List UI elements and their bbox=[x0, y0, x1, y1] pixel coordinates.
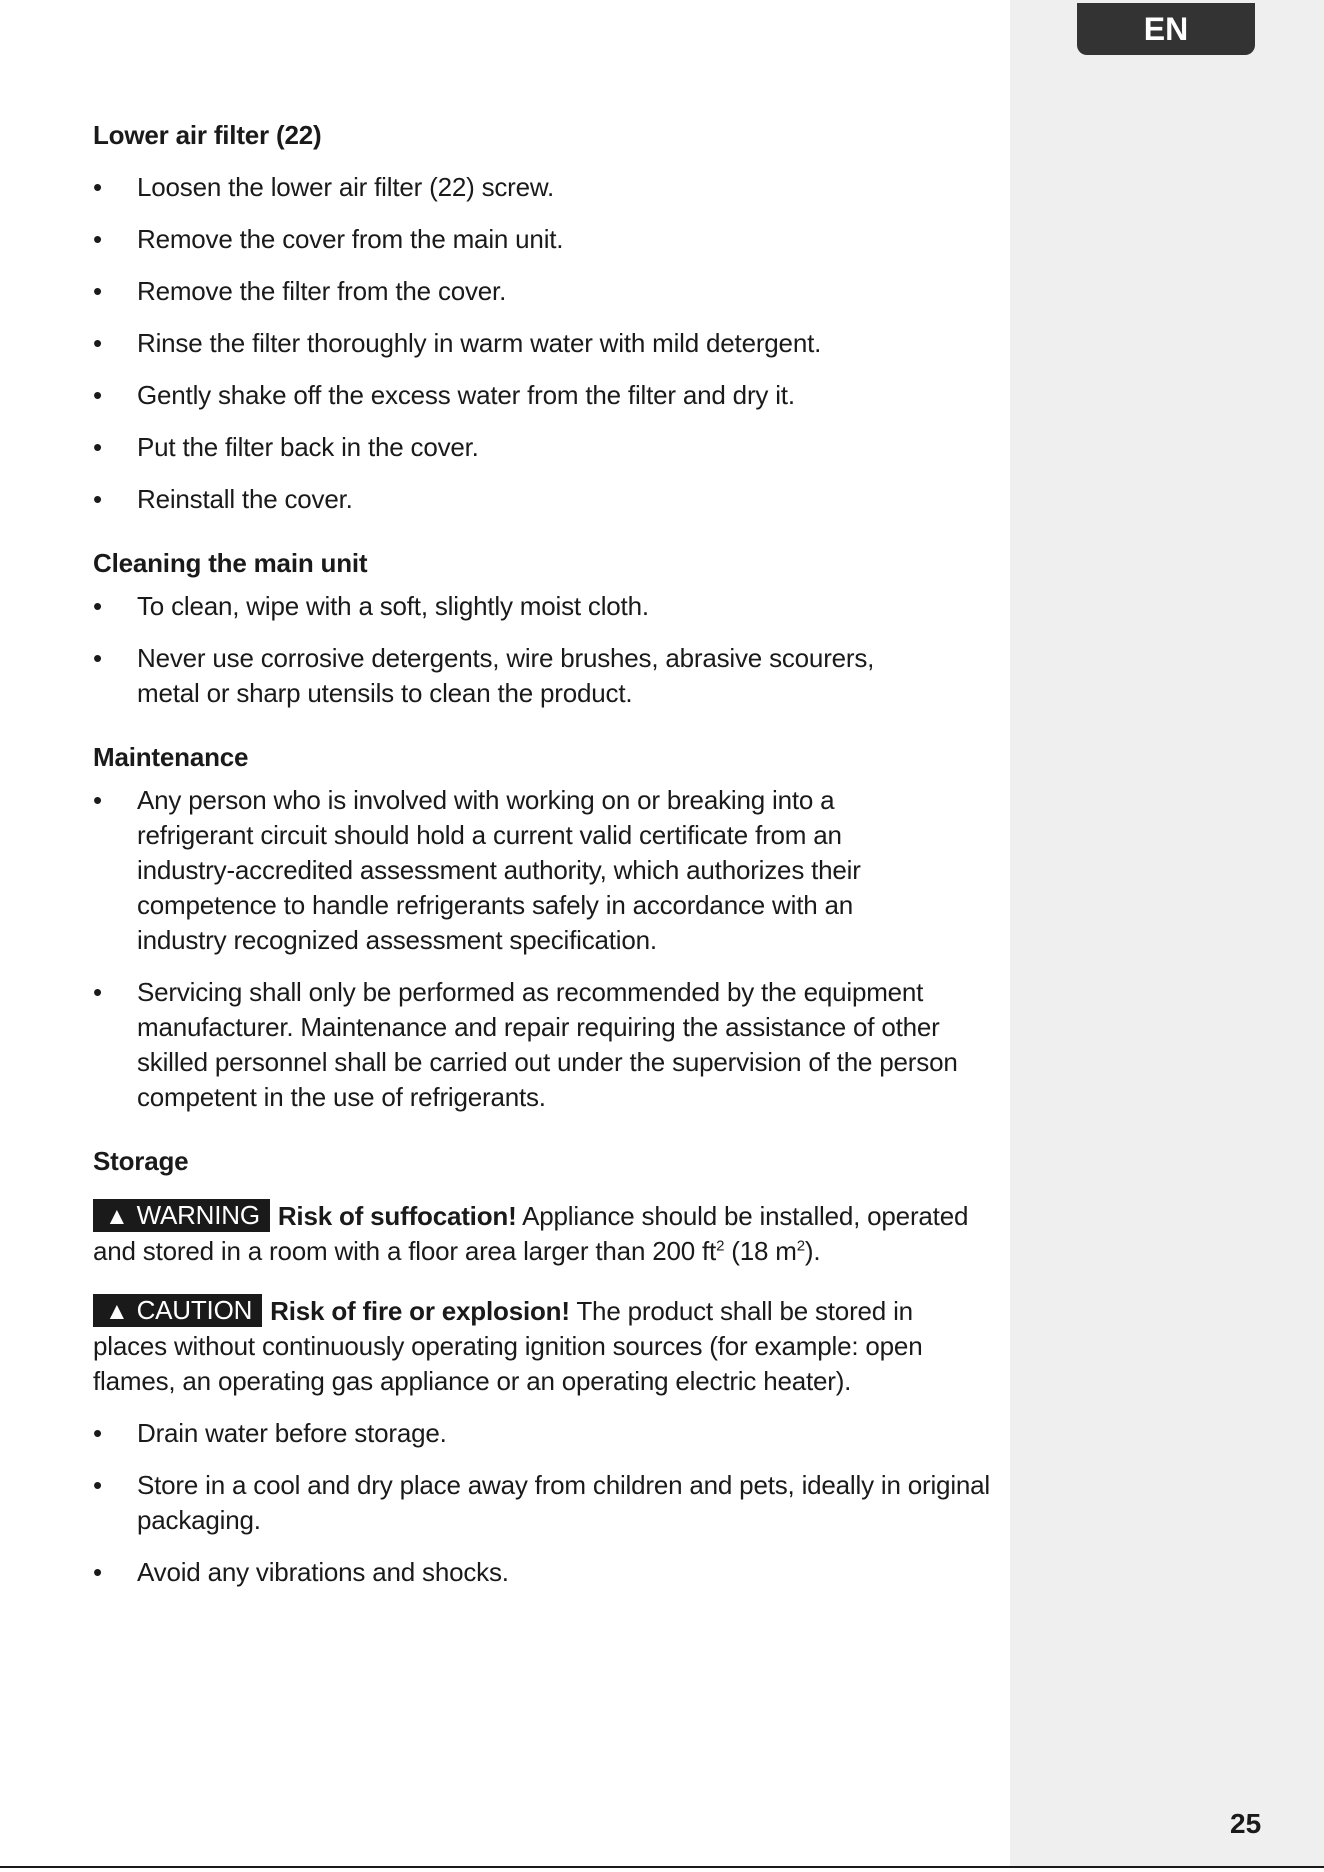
list-item: • Put the filter back in the cover. bbox=[93, 430, 993, 465]
warning-text: Appliance should be installed, operated and stored in a room with a floor area larger than 200 ft bbox=[93, 1201, 969, 1266]
list-item: • Avoid any vibrations and shocks. bbox=[93, 1555, 993, 1590]
list-item: • Remove the filter from the cover. bbox=[93, 274, 993, 309]
list-item: • Rinse the filter thoroughly in warm water with mild detergent. bbox=[93, 326, 993, 361]
lower-air-filter-list bbox=[93, 170, 993, 517]
maintenance-list bbox=[93, 783, 993, 1115]
heading-storage: Storage bbox=[93, 1146, 189, 1176]
cleaning-list bbox=[93, 589, 993, 711]
caution-title: Risk of fire or explosion! bbox=[270, 1296, 570, 1326]
list-item: • Store in a cool and dry place away from children and pets, ideally in original packaging. bbox=[93, 1468, 993, 1538]
heading-maintenance: Maintenance bbox=[93, 742, 249, 772]
storage-list bbox=[93, 1416, 993, 1590]
list-item: • Gently shake off the excess water from the filter and dry it. bbox=[93, 378, 993, 413]
heading-cleaning: Cleaning the main unit bbox=[93, 548, 368, 578]
caution-text: The product shall be stored in places without continuously operating ignition sources (for example: open flames, an operating gas appliance or an operating electric heater). bbox=[93, 1296, 923, 1396]
warning-text: ). bbox=[804, 1236, 821, 1266]
warning-triangle-icon: ▲ bbox=[105, 1203, 129, 1230]
superscript: 2 bbox=[716, 1237, 725, 1255]
list-item: • Remove the cover from the main unit. bbox=[93, 222, 993, 257]
warning-triangle-icon: ▲ bbox=[105, 1298, 129, 1325]
bottom-rule bbox=[0, 1866, 1324, 1868]
heading-lower-air-filter: Lower air filter (22) bbox=[93, 120, 322, 150]
language-tab: EN bbox=[1077, 3, 1255, 55]
warning-title: Risk of suffocation! bbox=[277, 1201, 517, 1231]
list-item: • Loosen the lower air filter (22) screw. bbox=[93, 170, 993, 205]
warning-text: (18 m bbox=[724, 1236, 797, 1266]
superscript: 2 bbox=[796, 1237, 805, 1255]
warning-paragraph bbox=[93, 1199, 993, 1269]
list-item: • To clean, wipe with a soft, slightly moist cloth. bbox=[93, 589, 993, 624]
list-item: • Drain water before storage. bbox=[93, 1416, 993, 1451]
warning-badge: ▲ WARNING bbox=[93, 1199, 270, 1232]
list-item: • Reinstall the cover. bbox=[93, 482, 993, 517]
caution-badge: ▲ CAUTION bbox=[93, 1294, 262, 1327]
list-item: • Never use corrosive detergents, wire brushes, abrasive scourers, metal or sharp utensils to clean the product. bbox=[93, 641, 993, 711]
list-item: • Any person who is involved with working on or breaking into a refrigerant circuit should hold a current valid certificate from an industry-accredited assessment authority, which authorizes their competence to handle refrigerants safely in accordance with an industry recognized assessment specification. bbox=[93, 783, 993, 958]
caution-paragraph bbox=[93, 1294, 993, 1399]
page-content bbox=[93, 118, 993, 1590]
list-item: • Servicing shall only be performed as recommended by the equipment manufacturer. Maintenance and repair requiring the assistance of other skilled personnel shall be carried out under the supervision of the person competent in the use of refrigerants. bbox=[93, 975, 993, 1115]
page-sidebar bbox=[1010, 0, 1324, 1866]
page-number: 25 bbox=[1230, 1808, 1262, 1839]
